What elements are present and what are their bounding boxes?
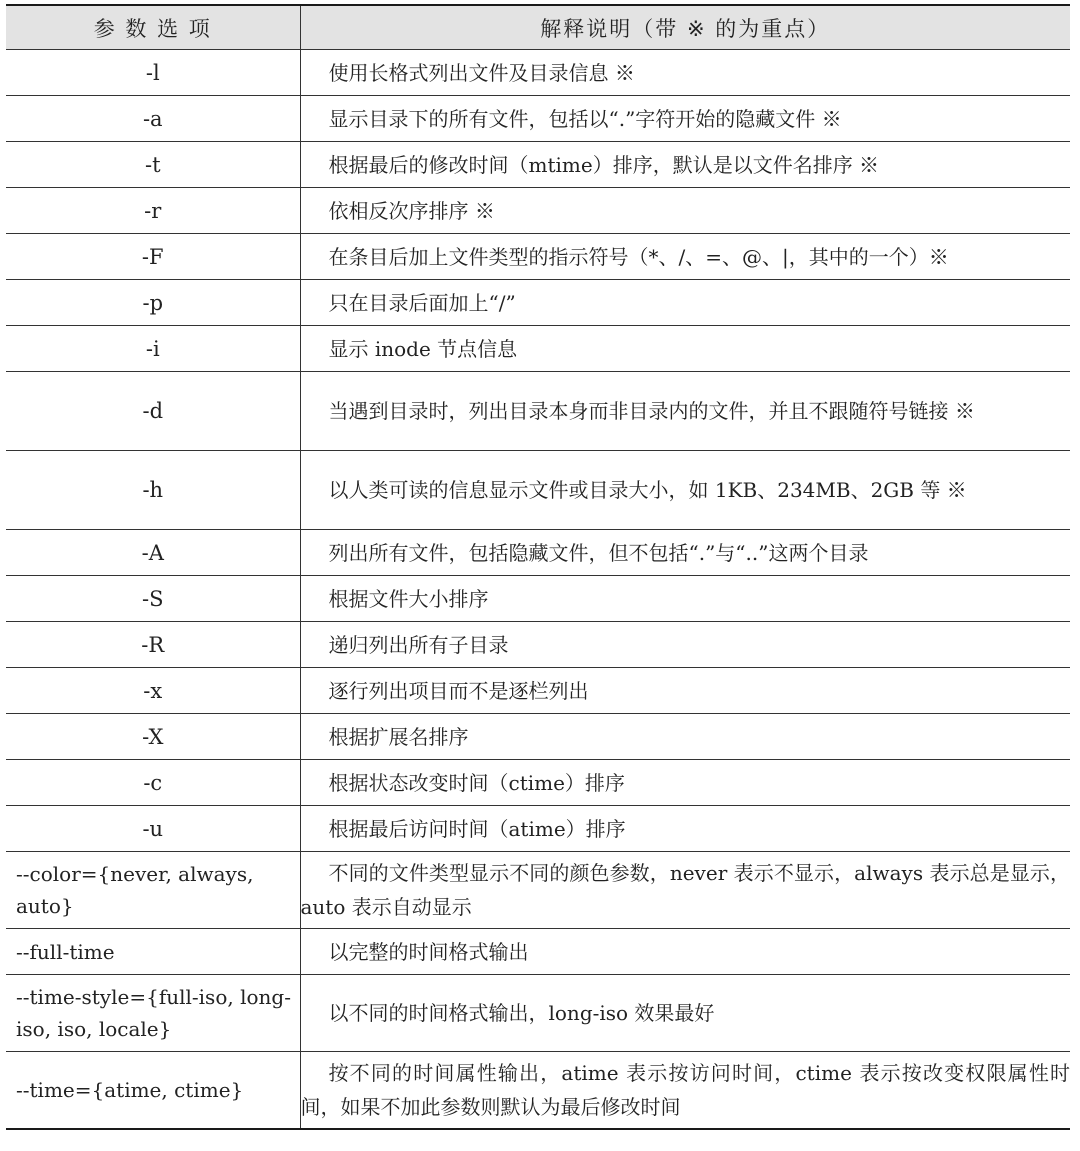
table-row bbox=[6, 530, 1070, 576]
table-row bbox=[6, 50, 1070, 96]
description-cell: 递归列出所有子目录 bbox=[300, 622, 1070, 668]
option-cell: -i bbox=[6, 326, 300, 372]
header-option: 参 数 选 项 bbox=[6, 5, 300, 50]
ls-options-table bbox=[6, 4, 1070, 1130]
table-row bbox=[6, 668, 1070, 714]
option-cell: -u bbox=[6, 806, 300, 852]
option-cell: --time-style={full-iso, long-iso, iso, locale} bbox=[6, 975, 300, 1052]
description-cell: 显示 inode 节点信息 bbox=[300, 326, 1070, 372]
description-cell: 根据状态改变时间（ctime）排序 bbox=[300, 760, 1070, 806]
option-cell: -p bbox=[6, 280, 300, 326]
option-cell: -r bbox=[6, 188, 300, 234]
description-cell: 只在目录后面加上“/” bbox=[300, 280, 1070, 326]
table-row bbox=[6, 576, 1070, 622]
option-cell: -l bbox=[6, 50, 300, 96]
table-row bbox=[6, 806, 1070, 852]
description-cell: 以人类可读的信息显示文件或目录大小，如 1KB、234MB、2GB 等 ※ bbox=[300, 451, 1070, 530]
ls-options-table-container bbox=[6, 4, 1070, 1130]
option-cell: -h bbox=[6, 451, 300, 530]
header-description: 解释说明（带 ※ 的为重点） bbox=[300, 5, 1070, 50]
table-row bbox=[6, 714, 1070, 760]
option-cell: -X bbox=[6, 714, 300, 760]
description-cell: 以完整的时间格式输出 bbox=[300, 929, 1070, 975]
option-cell: --time={atime, ctime} bbox=[6, 1052, 300, 1129]
option-cell: -t bbox=[6, 142, 300, 188]
description-cell: 逐行列出项目而不是逐栏列出 bbox=[300, 668, 1070, 714]
description-cell: 根据扩展名排序 bbox=[300, 714, 1070, 760]
table-row bbox=[6, 234, 1070, 280]
table-row bbox=[6, 1052, 1070, 1129]
table-row bbox=[6, 929, 1070, 975]
option-cell: -x bbox=[6, 668, 300, 714]
description-cell: 根据最后访问时间（atime）排序 bbox=[300, 806, 1070, 852]
description-cell: 不同的文件类型显示不同的颜色参数，never 表示不显示，always 表示总是显示，auto 表示自动显示 bbox=[300, 852, 1070, 929]
description-cell: 使用长格式列出文件及目录信息 ※ bbox=[300, 50, 1070, 96]
description-cell: 显示目录下的所有文件，包括以“.”字符开始的隐藏文件 ※ bbox=[300, 96, 1070, 142]
table-row bbox=[6, 326, 1070, 372]
description-cell: 列出所有文件，包括隐藏文件，但不包括“.”与“..”这两个目录 bbox=[300, 530, 1070, 576]
option-cell: -d bbox=[6, 372, 300, 451]
option-cell: -a bbox=[6, 96, 300, 142]
table-row bbox=[6, 188, 1070, 234]
description-cell: 以不同的时间格式输出，long-iso 效果最好 bbox=[300, 975, 1070, 1052]
option-cell: -c bbox=[6, 760, 300, 806]
table-row bbox=[6, 852, 1070, 929]
table-row bbox=[6, 372, 1070, 451]
description-cell: 按不同的时间属性输出，atime 表示按访问时间，ctime 表示按改变权限属性时间，如果不加此参数则默认为最后修改时间 bbox=[300, 1052, 1070, 1129]
option-cell: -A bbox=[6, 530, 300, 576]
table-row bbox=[6, 142, 1070, 188]
description-cell: 根据文件大小排序 bbox=[300, 576, 1070, 622]
description-cell: 当遇到目录时，列出目录本身而非目录内的文件，并且不跟随符号链接 ※ bbox=[300, 372, 1070, 451]
table-row bbox=[6, 622, 1070, 668]
table-row bbox=[6, 975, 1070, 1052]
option-cell: -R bbox=[6, 622, 300, 668]
option-cell: -F bbox=[6, 234, 300, 280]
option-cell: --full-time bbox=[6, 929, 300, 975]
description-cell: 依相反次序排序 ※ bbox=[300, 188, 1070, 234]
table-row bbox=[6, 760, 1070, 806]
table-header-row bbox=[6, 5, 1070, 50]
option-cell: --color={never, always, auto} bbox=[6, 852, 300, 929]
table-row bbox=[6, 451, 1070, 530]
description-cell: 在条目后加上文件类型的指示符号（*、/、=、@、|，其中的一个）※ bbox=[300, 234, 1070, 280]
description-cell: 根据最后的修改时间（mtime）排序，默认是以文件名排序 ※ bbox=[300, 142, 1070, 188]
table-row bbox=[6, 96, 1070, 142]
option-cell: -S bbox=[6, 576, 300, 622]
table-row bbox=[6, 280, 1070, 326]
